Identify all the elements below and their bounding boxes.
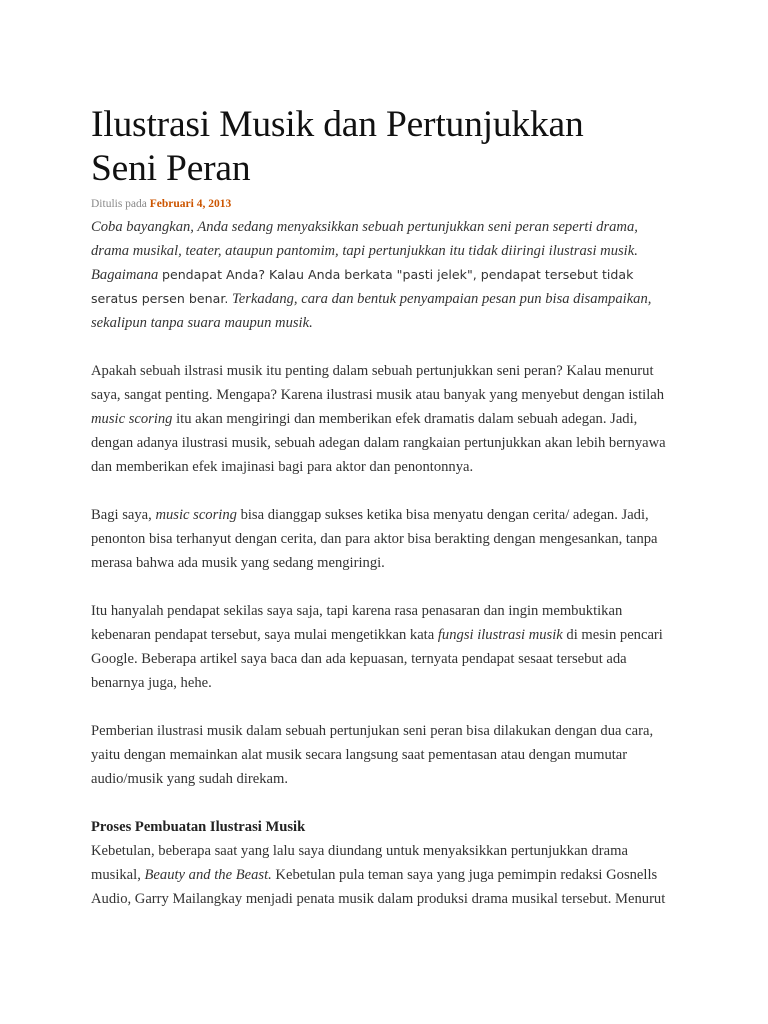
paragraph-3 [91, 599, 679, 695]
paragraph-3-emphasis: fungsi ilustrasi musik [437, 627, 563, 643]
paragraph-1-text-a: Apakah sebuah ilstrasi musik itu penting dalam sebuah pertunjukkan seni peran? Kalau menurut saya, sangat penting. Mengapa? Karena ilustrasi musik atau banyak yang menyebut dengan istilah [91, 363, 665, 403]
paragraph-1 [91, 359, 679, 479]
lead-paragraph [91, 215, 679, 335]
meta-prefix: Ditulis pada [91, 198, 147, 210]
title-line-2: Seni Peran [91, 148, 251, 189]
paragraph-2-emphasis: music scoring [155, 507, 237, 523]
article-title [91, 103, 679, 191]
paragraph-1-emphasis: music scoring [91, 411, 173, 427]
section-heading: Proses Pembuatan Ilustrasi Musik [91, 819, 306, 835]
lead-part-2: pendapat Anda? Kalau Anda berkata "pasti jelek", pendapat tersebut tidak seratus persen benar. [91, 267, 634, 306]
post-date-link[interactable]: Februari 4, 2013 [149, 198, 232, 210]
lead-part-3: Terkadang, cara dan bentuk penyampaian pesan pun bisa disampaikan, sekalipun tanpa suara maupun musik. [91, 291, 652, 331]
lead-part-1: Coba bayangkan, Anda sedang menyaksikkan sebuah pertunjukkan seni peran seperti drama, drama musikal, teater, ataupun pantomim, tapi pertunjukkan itu tidak diiringi ilustrasi musik. Bagaimana [91, 219, 638, 283]
paragraph-1-text-b: itu akan mengiringi dan memberikan efek dramatis dalam sebuah adegan. Jadi, dengan adanya ilustrasi musik, sebuah adegan dalam rangkaian pertunjukkan akan lebih bernyawa dan memberikan efek imajinasi bagi para aktor dan penontonnya. [91, 411, 666, 475]
paragraph-5-text-a: Kebetulan, beberapa saat yang lalu saya diundang untuk menyaksikkan pertunjukkan drama musikal, [91, 843, 628, 883]
paragraph-4: Pemberian ilustrasi musik dalam sebuah pertunjukan seni peran bisa dilakukan dengan dua cara, yaitu dengan memainkan alat musik secara langsung saat pementasan atau dengan mumutar audio/musik yang sudah direkam. [91, 723, 654, 787]
article-body [91, 103, 679, 911]
paragraph-2 [91, 503, 679, 575]
paragraph-3-text-b: di mesin pencari Google. Beberapa artikel saya baca dan ada kepuasan, ternyata pendapat sesaat tersebut ada benarnya juga, hehe. [91, 627, 663, 691]
paragraph-2-text-b: bisa dianggap sukses ketika bisa menyatu dengan cerita/ adegan. Jadi, penonton bisa terhanyut dengan cerita, dan para aktor bisa berakting dengan mengesankan, tanpa merasa bahwa ada musik yang sedang mengiringi. [91, 507, 658, 571]
paragraph-3-text-a: Itu hanyalah pendapat sekilas saya saja, tapi karena rasa penasaran dan ingin membuktikan kebenaran pendapat tersebut, saya mulai mengetikkan kata [91, 603, 623, 643]
paragraph-5-emphasis: Beauty and the Beast. [144, 867, 272, 883]
paragraph-5 [91, 839, 679, 911]
post-meta [91, 197, 679, 212]
title-line-1: Ilustrasi Musik dan Pertunjukkan [91, 104, 584, 145]
paragraph-5-text-b: Kebetulan pula teman saya yang juga pemimpin redaksi Gosnells Audio, Garry Mailangkay menjadi penata musik dalam produksi drama musikal tersebut. Menurut [91, 867, 666, 907]
paragraph-2-text-a: Bagi saya, [91, 507, 156, 523]
